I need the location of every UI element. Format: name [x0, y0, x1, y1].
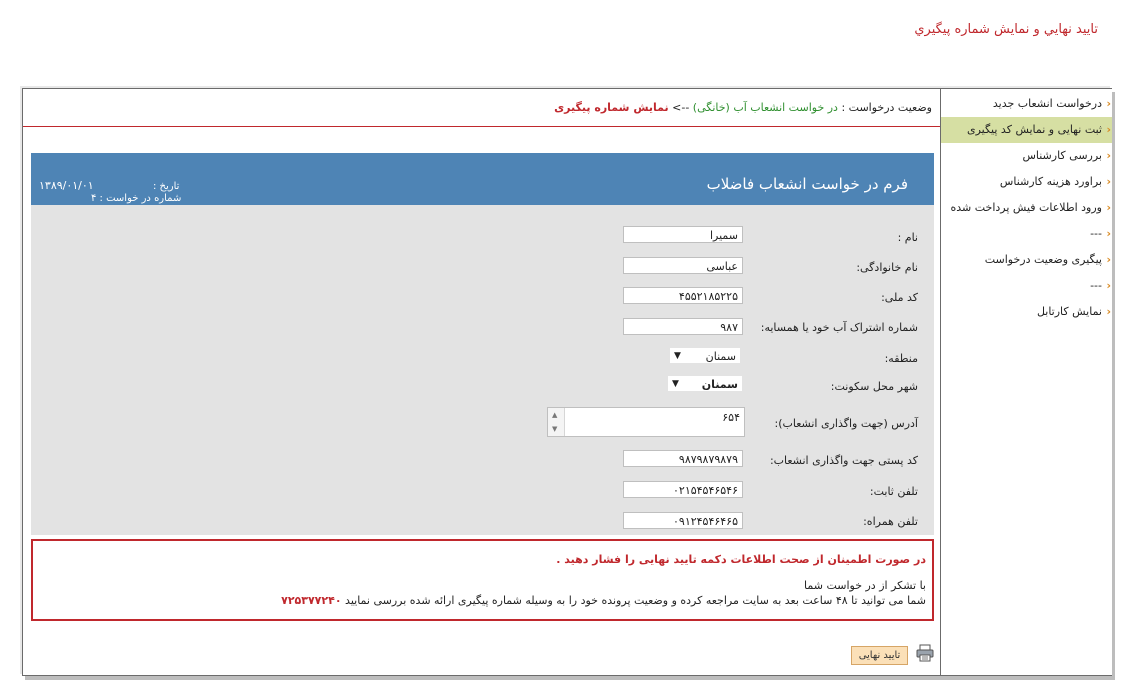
- chevron-left-icon: ‹: [1106, 175, 1111, 188]
- family-field[interactable]: عباسی: [623, 257, 743, 274]
- form-title: فرم در خواست انشعاب فاضلاب: [706, 175, 908, 193]
- chevron-left-icon: ‹: [1106, 253, 1111, 266]
- postal-code-label: کد پستی جهت واگذاری انشعاب:: [769, 454, 918, 467]
- postal-code-field[interactable]: ۹۸۷۹۸۷۹۸۷۹: [623, 450, 743, 467]
- sidebar-item-track-status[interactable]: [941, 247, 1112, 273]
- request-number: شماره در خواست : ۴: [91, 193, 182, 204]
- city-label: شهر محل سکونت:: [830, 380, 918, 393]
- request-status: [554, 101, 932, 114]
- sidebar-item-cost-estimate[interactable]: [941, 169, 1112, 195]
- scrollbar[interactable]: [548, 408, 565, 436]
- chevron-left-icon: ‹: [1106, 201, 1111, 214]
- final-confirm-button[interactable]: تایید نهایی: [851, 646, 908, 665]
- confirmation-notice: [31, 539, 934, 621]
- main-content: [23, 89, 940, 675]
- sidebar-item-separator-1[interactable]: [941, 221, 1112, 247]
- subscription-field[interactable]: ۹۸۷: [623, 318, 743, 335]
- sidebar-item-new-request[interactable]: [941, 91, 1112, 117]
- city-select-value: سمنان: [701, 378, 738, 391]
- status-next: نمایش شماره پیگیری: [554, 101, 669, 114]
- chevron-left-icon: ‹: [1106, 305, 1111, 318]
- sidebar-item-label: ثبت نهایی و نمایش کد پیگیری: [966, 123, 1102, 136]
- chevron-left-icon: ‹: [1106, 279, 1111, 292]
- form-header: [31, 153, 934, 205]
- sidebar-item-label: ورود اطلاعات فیش پرداخت شده: [950, 201, 1102, 214]
- divider: [23, 126, 940, 127]
- sidebar-item-separator-2[interactable]: [941, 273, 1112, 299]
- notice-thanks: با تشکر از در خواست شما: [804, 579, 926, 592]
- phone-field[interactable]: ۰۲۱۵۴۵۴۶۵۴۶: [623, 481, 743, 498]
- printer-icon[interactable]: [916, 644, 934, 662]
- status-prefix: وضعیت درخواست :: [841, 101, 932, 114]
- city-select[interactable]: [667, 375, 743, 392]
- chevron-left-icon: ‹: [1106, 97, 1111, 110]
- scroll-up-icon[interactable]: ▲: [552, 411, 558, 419]
- scroll-down-icon[interactable]: ▼: [552, 425, 558, 433]
- mobile-field[interactable]: ۰۹۱۲۴۵۴۶۴۶۵: [623, 512, 743, 529]
- notice-tracking-text: شما می توانید تا ۴۸ ساعت بعد به سایت مراجعه کرده و وضعیت پرونده خود را به وسیله شماره پیگیری ارائه شده بررسی نمایید: [345, 594, 926, 607]
- national-code-field[interactable]: ۴۵۵۲۱۸۵۲۲۵: [623, 287, 743, 304]
- notice-main-text: در صورت اطمینان از صحت اطلاعات دکمه تایید نهایی را فشار دهید .: [556, 553, 926, 566]
- date-value: ۱۳۸۹/۰۱/۰۱: [39, 179, 94, 192]
- address-textarea[interactable]: [547, 407, 745, 437]
- sidebar-item-payment-info[interactable]: [941, 195, 1112, 221]
- sidebar-item-label: پیگیری وضعیت درخواست: [984, 253, 1102, 266]
- name-label: نام :: [897, 231, 918, 244]
- tracking-code: ۷۲۵۳۷۷۲۴۰: [281, 594, 342, 607]
- name-field[interactable]: سمیرا: [623, 226, 743, 243]
- chevron-left-icon: ‹: [1106, 227, 1111, 240]
- region-select[interactable]: [669, 347, 741, 364]
- date-label: تاریخ :: [153, 181, 180, 192]
- subscription-label: شماره اشتراک آب خود یا همسایه:: [760, 321, 918, 334]
- form-body: [31, 205, 934, 535]
- sidebar-item-label: درخواست انشعاب جدید: [992, 97, 1102, 110]
- address-value: ۶۵۴: [722, 411, 740, 424]
- sidebar-item-cartable[interactable]: [941, 299, 1112, 325]
- family-label: نام خانوادگی:: [856, 261, 918, 274]
- address-label: آدرس (جهت واگذاری انشعاب):: [774, 417, 918, 430]
- national-code-label: کد ملی:: [881, 291, 918, 304]
- notice-tracking-line: [281, 594, 926, 607]
- chevron-down-icon: ▼: [674, 351, 681, 361]
- sidebar-item-expert-review[interactable]: [941, 143, 1112, 169]
- chevron-left-icon: ‹: [1106, 123, 1111, 136]
- sidebar-item-label: ---: [1090, 279, 1102, 292]
- sidebar-item-label: نمایش کارتابل: [1036, 305, 1102, 318]
- sidebar-item-label: براورد هزینه کارشناس: [999, 175, 1102, 188]
- chevron-left-icon: ‹: [1106, 149, 1111, 162]
- app-frame: [22, 88, 1112, 676]
- sidebar-item-label: بررسی کارشناس: [1022, 149, 1102, 162]
- chevron-down-icon: ▼: [672, 379, 679, 389]
- mobile-label: تلفن همراه:: [863, 515, 918, 528]
- sidebar-item-final-registration[interactable]: [941, 117, 1112, 143]
- sidebar-item-label: ---: [1090, 227, 1102, 240]
- region-select-value: سمنان: [705, 350, 736, 363]
- status-current: در خواست انشعاب آب (خانگی): [692, 101, 838, 114]
- sidebar-nav: [940, 89, 1112, 675]
- phone-label: تلفن ثابت:: [869, 485, 918, 498]
- region-label: منطقه:: [884, 352, 918, 365]
- status-separator: -->: [672, 101, 690, 114]
- page-caption: تاييد نهايي و نمايش شماره پيگيري: [914, 22, 1098, 37]
